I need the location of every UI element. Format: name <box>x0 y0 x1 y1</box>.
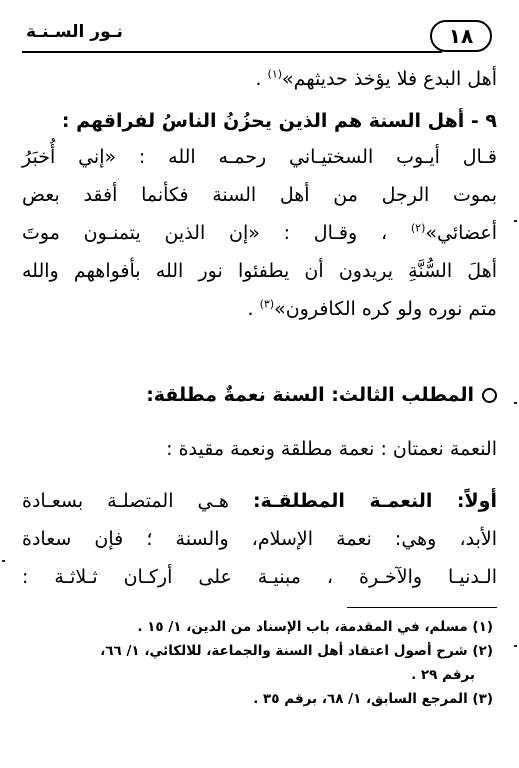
scan-speck <box>514 645 517 647</box>
text-line: قـال أيـوب السختيـاني رحمـه الله : «إني أُخبَرُ <box>22 146 497 168</box>
footnote-ref: (١) <box>267 67 283 81</box>
text-line: أهل البدع فلا يؤخذ حديثهم»$^{(١)}$ . <box>255 67 497 90</box>
subheading: أولاً: النعمـة المطلقـة: <box>252 490 497 512</box>
footnote: (١) مسلم، في المقدمة، باب الإسناد من الدين، ١/ ١٥ . <box>137 619 493 635</box>
footnote-ref: (٣) <box>259 297 275 311</box>
footnote: (٣) المرجع السابق، ١/ ٦٨، برقم ٣٥ . <box>253 691 493 707</box>
text-line: متم نوره ولو كره الكافرون»$^{(٣)}$ . <box>247 297 497 320</box>
text-line: أولاً: النعمـة المطلقـة: هـي المتصلـة بسعـادة <box>22 490 497 512</box>
text-line: أهلَ السُّنَّةِ يريدون أن يطفئوا نور الله بأفواههم والله <box>22 260 497 282</box>
scan-speck <box>2 560 5 562</box>
footnote-continuation: برقم ٢٩ . <box>411 667 475 683</box>
section-title: المطلب الثالث: السنة نعمةٌ مطلقة: <box>146 384 474 406</box>
page-header <box>22 20 492 56</box>
paragraph <box>22 434 497 464</box>
main-text <box>22 64 497 324</box>
text-line: الـدنيـا والآخـرة ، مبنيـة على أركـان ثـلاثـة : <box>22 566 497 588</box>
paragraph <box>22 486 497 592</box>
section-heading <box>22 380 497 410</box>
item-heading: ٩ - أهل السنة هم الذين يحزُنُ الناسُ لفراقهم : <box>61 110 497 132</box>
footnote-ref: (٢) <box>410 221 426 235</box>
header-rule <box>22 51 442 53</box>
circle-bullet-icon <box>482 388 497 403</box>
text-line: الأبد، وهي: نعمة الإسلام، والسنة ؛ فإن سعادة <box>22 528 497 550</box>
scan-speck <box>514 402 517 404</box>
footnotes <box>22 616 493 712</box>
footnote: (٢) شرح أصول اعتقاد أهل السنة والجماعة، للالكائي، ١/ ٦٦، <box>100 643 493 659</box>
page-number: ١٨ <box>430 20 492 52</box>
book-title: نـور السـنـة <box>26 22 123 42</box>
scan-speck <box>514 220 517 222</box>
text-line: أعضائي»$^{(٢)}$ ، وقـال : «إن الذين يتمنـون موتَ <box>22 221 497 244</box>
text-line: النعمة نعمتان : نعمة مطلقة ونعمة مقيدة : <box>166 438 497 460</box>
text-line: بموت الرجل من أهل السنة فكأنما أفقد بعض <box>22 184 497 206</box>
footnote-separator <box>347 607 497 608</box>
